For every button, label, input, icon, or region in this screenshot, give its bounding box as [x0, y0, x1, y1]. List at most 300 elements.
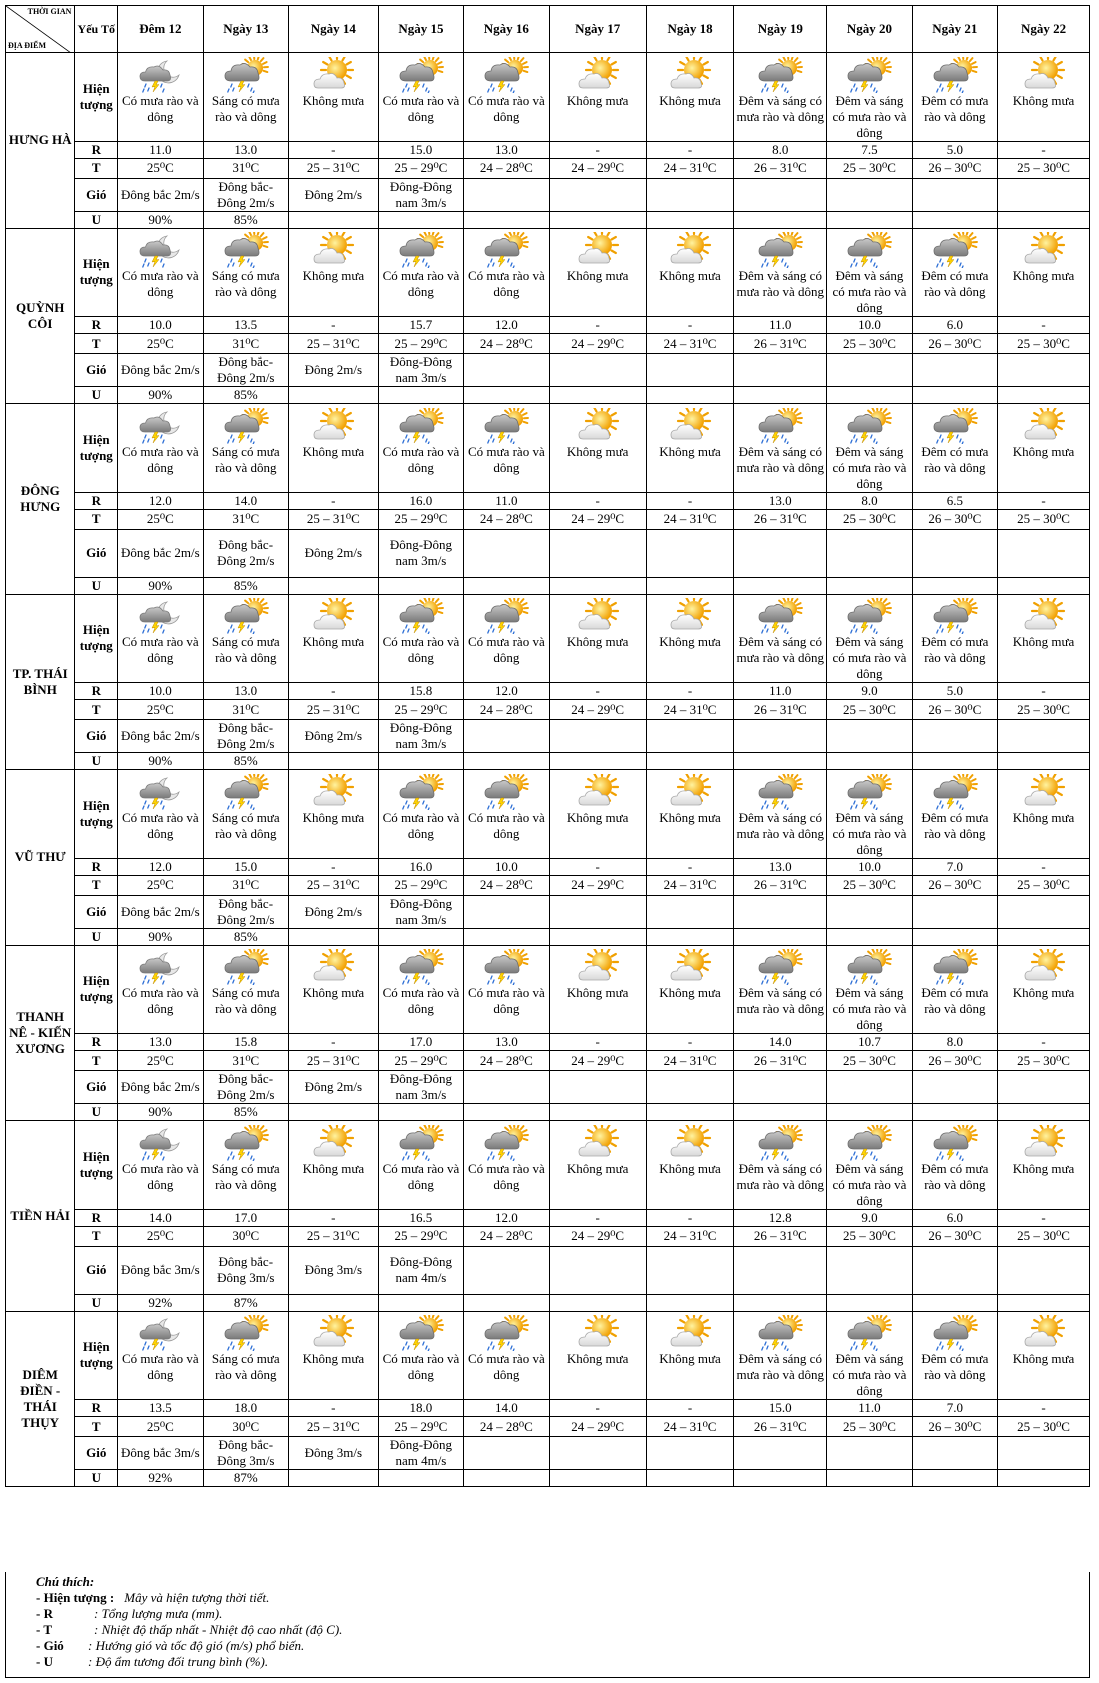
temp-value: 24 – 28⁰C: [479, 1418, 533, 1434]
temp-value: 25 – 31⁰C: [306, 335, 360, 351]
humidity-value: 90%: [148, 387, 173, 402]
temp-cell: [464, 700, 549, 720]
weather-icon-cell: [998, 404, 1090, 444]
phenomena-cell: [912, 810, 997, 859]
wind-value: Đông bắc 3m/s: [120, 1262, 200, 1277]
night-thunderstorm-icon: [118, 57, 202, 93]
humidity-cell: [549, 1294, 646, 1311]
icon-row: [6, 945, 1090, 985]
thunderstorm-icon: [464, 1315, 548, 1351]
temp-cell: [289, 158, 379, 178]
thunderstorm-icon: [464, 57, 548, 93]
element-label-phenomena: Hiện tượng: [75, 594, 118, 683]
phenomena-cell: [734, 93, 827, 142]
location-name: TP. THÁI BÌNH: [6, 594, 75, 770]
wind-value: Đông-Đông nam 4m/s: [389, 1437, 452, 1468]
phenomena-cell: [827, 444, 912, 493]
humidity-cell: [998, 577, 1090, 594]
day-header: Ngày 20: [827, 6, 912, 53]
thunderstorm-icon: [913, 1125, 997, 1161]
rain-cell: [912, 1034, 997, 1051]
partly-sunny-icon: [647, 598, 734, 634]
rain-value: 14.0: [768, 1034, 792, 1049]
temp-value: 24 – 31⁰C: [663, 701, 717, 717]
wind-cell: [549, 354, 646, 387]
humidity-cell: [464, 753, 549, 770]
rain-cell: [464, 317, 549, 334]
wind-cell: [549, 1246, 646, 1294]
humidity-cell: [203, 577, 288, 594]
phenomena-text: Không mưa: [566, 268, 629, 283]
partly-sunny-icon: [998, 232, 1089, 268]
partly-sunny-icon: [647, 1125, 734, 1161]
humidity-cell: [734, 1104, 827, 1121]
rain-cell: [289, 492, 379, 509]
temp-value: 24 – 28⁰C: [479, 1228, 533, 1243]
weather-icon-cell: [912, 1311, 997, 1351]
phenomena-cell: [289, 985, 379, 1034]
rain-value: 13.0: [494, 141, 518, 157]
temp-cell: [549, 875, 646, 895]
rain-value: -: [595, 492, 600, 508]
day-header: Ngày 18: [646, 6, 734, 53]
night-thunderstorm-icon: [118, 949, 202, 985]
humidity-cell: [734, 928, 827, 945]
thunderstorm-icon: [464, 1125, 548, 1161]
temp-cell: [912, 334, 997, 354]
rain-row: [6, 492, 1090, 509]
partly-sunny-icon: [550, 949, 646, 985]
weather-icon-cell: [289, 1121, 379, 1161]
header-row: [6, 6, 1090, 53]
wind-cell: [646, 529, 734, 577]
temp-cell: [734, 334, 827, 354]
weather-icon-cell: [549, 1311, 646, 1351]
wind-cell: [118, 1246, 203, 1294]
temp-value: 24 – 31⁰C: [663, 335, 717, 351]
temp-cell: [549, 158, 646, 178]
phenomena-cell: [549, 444, 646, 493]
humidity-cell: [378, 211, 463, 228]
phenomena-cell: [998, 1351, 1090, 1400]
phenomena-cell: [118, 810, 203, 859]
partly-sunny-icon: [550, 1125, 646, 1161]
phenomena-cell: [378, 444, 463, 493]
phenomena-text: Có mưa rào và dông: [468, 92, 545, 124]
phenomena-text: Không mưa: [302, 268, 365, 283]
legend-item-humidity: - U : Độ ẩm tương đối trung bình (%).: [36, 1654, 269, 1669]
humidity-cell: [378, 1470, 463, 1487]
location-name: DIÊM ĐIỀN - THÁI THỤY: [6, 1311, 75, 1487]
temp-cell: [646, 509, 734, 529]
wind-cell: [118, 1437, 203, 1470]
phenomena-text: Đêm và sáng có mưa rào và dông: [832, 634, 907, 681]
weather-icon-cell: [912, 228, 997, 268]
wind-cell: [998, 1437, 1090, 1470]
phenomena-text: Có mưa rào và dông: [121, 92, 199, 124]
rain-cell: [998, 1209, 1090, 1226]
rain-cell: [378, 1209, 463, 1226]
temp-row: [6, 1051, 1090, 1071]
rain-cell: [378, 317, 463, 334]
rain-cell: [734, 492, 827, 509]
humidity-cell: [827, 1104, 912, 1121]
rain-value: 6.0: [946, 1209, 963, 1225]
humidity-cell: [549, 1470, 646, 1487]
humidity-cell: [912, 1294, 997, 1311]
phenomena-cell: [378, 634, 463, 683]
phenomena-text: Có mưa rào và dông: [382, 809, 460, 841]
rain-cell: [549, 1400, 646, 1417]
phenomena-text: Có mưa rào và dông: [468, 443, 545, 475]
phenomena-cell: [998, 1161, 1090, 1210]
phenomena-cell: [549, 985, 646, 1034]
temp-value: 25 – 31⁰C: [306, 1052, 360, 1068]
phenomena-cell: [998, 444, 1090, 493]
temp-value: 25 – 29⁰C: [394, 1052, 448, 1068]
element-label-humidity: U: [75, 211, 118, 228]
temp-value: 25 – 31⁰C: [306, 877, 360, 892]
rain-row: [6, 1209, 1090, 1226]
element-label-rain: R: [75, 1209, 118, 1226]
phenomena-cell: [203, 634, 288, 683]
temp-value: 25 – 29⁰C: [394, 511, 448, 526]
humidity-cell: [118, 387, 203, 404]
wind-cell: [464, 529, 549, 577]
rain-cell: [464, 492, 549, 509]
rain-value: 15.7: [409, 317, 433, 332]
weather-icon-cell: [203, 594, 288, 634]
wind-cell: [118, 720, 203, 753]
rain-cell: [378, 1400, 463, 1417]
wind-cell: [912, 1246, 997, 1294]
legend-item-rain: - R : Tổng lượng mưa (mm).: [36, 1606, 223, 1621]
phenomena-cell: [998, 634, 1090, 683]
weather-icon-cell: [118, 1121, 203, 1161]
legend: [5, 1572, 1090, 1678]
rain-value: -: [687, 317, 693, 332]
temp-value: 25 – 30⁰C: [1017, 511, 1070, 526]
thunderstorm-icon: [827, 408, 911, 444]
thunderstorm-icon: [204, 408, 288, 444]
wind-value: Đông 3m/s: [304, 1262, 363, 1277]
humidity-cell: [827, 928, 912, 945]
temp-value: 25 – 30⁰C: [1017, 1418, 1070, 1434]
phenomena-text: Không mưa: [1012, 809, 1075, 825]
phenomena-text: Không mưa: [659, 809, 721, 825]
thunderstorm-icon: [464, 949, 548, 985]
rain-value: 12.0: [494, 317, 518, 332]
phenomena-row: [6, 1161, 1090, 1210]
humidity-value: 87%: [233, 1294, 258, 1310]
phenomena-text: Có mưa rào và dông: [121, 443, 199, 475]
day-header: Đêm 12: [118, 6, 203, 53]
rain-cell: [734, 1209, 827, 1226]
wind-cell: [464, 178, 549, 211]
temp-value: 25 – 30⁰C: [1017, 877, 1070, 892]
wind-cell: [203, 178, 288, 211]
humidity-cell: [118, 577, 203, 594]
temp-cell: [912, 875, 997, 895]
weather-icon-cell: [289, 53, 379, 93]
temp-cell: [549, 1226, 646, 1246]
humidity-value: 90%: [148, 753, 173, 768]
element-label-humidity: U: [75, 1104, 118, 1121]
temp-value: 26 – 30⁰C: [928, 701, 982, 717]
humidity-cell: [118, 1104, 203, 1121]
temp-cell: [203, 509, 288, 529]
temp-cell: [203, 875, 288, 895]
temp-value: 26 – 31⁰C: [753, 701, 807, 717]
wind-cell: [998, 1246, 1090, 1294]
phenomena-text: Đêm và sáng có mưa rào và dông: [832, 1351, 907, 1398]
wind-cell: [646, 178, 734, 211]
temp-cell: [734, 158, 827, 178]
wind-cell: [378, 529, 463, 577]
thunderstorm-icon: [827, 598, 911, 634]
element-label-wind: Gió: [75, 1246, 118, 1294]
temp-cell: [998, 700, 1090, 720]
weather-icon-cell: [827, 770, 912, 810]
rain-cell: [912, 683, 997, 700]
thunderstorm-icon: [204, 598, 288, 634]
element-label-rain: R: [75, 141, 118, 158]
humidity-row: [6, 753, 1090, 770]
temp-cell: [827, 158, 912, 178]
humidity-cell: [203, 1104, 288, 1121]
temp-cell: [118, 1226, 203, 1246]
rain-value: 12.0: [494, 1209, 518, 1225]
temp-cell: [203, 1051, 288, 1071]
rain-cell: [827, 858, 912, 875]
rain-value: 13.0: [148, 1034, 172, 1049]
phenomena-cell: [646, 1161, 734, 1210]
temp-cell: [464, 1417, 549, 1437]
phenomena-cell: [912, 634, 997, 683]
forecast-document: [5, 5, 1090, 1487]
phenomena-text: Đêm và sáng có mưa rào và dông: [736, 985, 825, 1016]
phenomena-row: [6, 268, 1090, 317]
temp-value: 26 – 31⁰C: [753, 1052, 807, 1068]
rain-cell: [912, 492, 997, 509]
wind-cell: [118, 178, 203, 211]
phenomena-text: Không mưa: [302, 443, 365, 459]
element-label-humidity: U: [75, 577, 118, 594]
wind-cell: [646, 1437, 734, 1470]
humidity-cell: [549, 387, 646, 404]
rain-cell: [646, 858, 734, 875]
phenomena-text: Có mưa rào và dông: [468, 1160, 545, 1192]
day-header: Ngày 15: [378, 6, 463, 53]
temp-cell: [827, 509, 912, 529]
rain-value: 10.7: [858, 1034, 881, 1049]
partly-sunny-icon: [289, 1315, 378, 1351]
phenomena-text: Không mưa: [1012, 92, 1075, 108]
weather-icon-cell: [734, 945, 827, 985]
temp-cell: [289, 334, 379, 354]
wind-value: Đông bắc 2m/s: [120, 1079, 200, 1094]
phenomena-text: Không mưa: [1012, 268, 1075, 283]
temp-value: 31⁰C: [232, 1052, 260, 1068]
humidity-value: 90%: [148, 928, 173, 944]
phenomena-text: Đêm và sáng có mưa rào và dông: [736, 443, 825, 475]
weather-icon-cell: [378, 53, 463, 93]
phenomena-text: Có mưa rào và dông: [382, 634, 460, 665]
rain-value: -: [331, 141, 336, 157]
weather-icon-cell: [827, 53, 912, 93]
phenomena-row: [6, 444, 1090, 493]
temp-value: 26 – 30⁰C: [928, 1418, 982, 1434]
humidity-value: 90%: [148, 577, 173, 593]
wind-cell: [118, 354, 203, 387]
rain-cell: [912, 1400, 997, 1417]
wind-row: [6, 1071, 1090, 1104]
phenomena-text: Không mưa: [302, 985, 365, 1000]
element-label-temp: T: [75, 1417, 118, 1437]
rain-cell: [646, 317, 734, 334]
phenomena-text: Đêm có mưa rào và dông: [921, 443, 989, 475]
temp-value: 26 – 31⁰C: [753, 511, 807, 526]
wind-value: Đông-Đông nam 3m/s: [389, 895, 452, 927]
phenomena-text: Đêm và sáng có mưa rào và dông: [736, 809, 825, 841]
humidity-cell: [549, 928, 646, 945]
rain-value: 6.5: [946, 492, 963, 508]
thunderstorm-icon: [913, 232, 997, 268]
element-label-phenomena: Hiện tượng: [75, 404, 118, 493]
weather-icon-cell: [118, 770, 203, 810]
wind-value: Đông bắc-Đông 2m/s: [217, 1071, 275, 1102]
temp-row: [6, 700, 1090, 720]
night-thunderstorm-icon: [118, 1315, 202, 1351]
humidity-cell: [289, 1470, 379, 1487]
rain-value: -: [687, 683, 693, 698]
phenomena-cell: [549, 93, 646, 142]
wind-cell: [464, 1437, 549, 1470]
humidity-cell: [912, 753, 997, 770]
rain-cell: [549, 492, 646, 509]
phenomena-text: Có mưa rào và dông: [121, 809, 199, 841]
humidity-cell: [646, 1294, 734, 1311]
humidity-row: [6, 211, 1090, 228]
weather-icon-cell: [734, 228, 827, 268]
weather-icon-cell: [289, 1311, 379, 1351]
temp-cell: [118, 700, 203, 720]
temp-value: 26 – 30⁰C: [928, 877, 982, 892]
weather-icon-cell: [378, 404, 463, 444]
rain-cell: [203, 317, 288, 334]
rain-value: 15.0: [409, 141, 433, 157]
phenomena-text: Đêm và sáng có mưa rào và dông: [832, 985, 907, 1032]
rain-value: 8.0: [861, 492, 878, 508]
phenomena-cell: [464, 1351, 549, 1400]
phenomena-text: Có mưa rào và dông: [468, 1351, 545, 1382]
rain-value: 9.0: [861, 683, 878, 698]
thunderstorm-icon: [827, 949, 911, 985]
humidity-cell: [646, 387, 734, 404]
wind-value: Đông bắc-Đông 3m/s: [217, 1437, 275, 1468]
element-label-phenomena: Hiện tượng: [75, 1311, 118, 1400]
wind-cell: [464, 1071, 549, 1104]
wind-value: Đông-Đông nam 3m/s: [389, 537, 452, 568]
thunderstorm-icon: [204, 1315, 288, 1351]
wind-cell: [998, 178, 1090, 211]
rain-cell: [378, 858, 463, 875]
wind-cell: [998, 720, 1090, 753]
temp-cell: [827, 1051, 912, 1071]
temp-value: 24 – 31⁰C: [663, 160, 717, 175]
temp-value: 25 – 30⁰C: [842, 1228, 896, 1243]
rain-value: -: [1041, 317, 1046, 332]
partly-sunny-icon: [647, 408, 734, 444]
wind-cell: [464, 895, 549, 928]
thunderstorm-icon: [204, 57, 288, 93]
phenomena-cell: [289, 1351, 379, 1400]
rain-value: -: [1041, 1400, 1046, 1415]
phenomena-cell: [378, 985, 463, 1034]
phenomena-cell: [734, 268, 827, 317]
humidity-cell: [734, 577, 827, 594]
thunderstorm-icon: [827, 57, 911, 93]
temp-value: 26 – 30⁰C: [928, 511, 982, 526]
thunderstorm-icon: [913, 1315, 997, 1351]
element-label-rain: R: [75, 1400, 118, 1417]
phenomena-cell: [734, 1351, 827, 1400]
phenomena-cell: [289, 444, 379, 493]
rain-value: 18.0: [409, 1400, 433, 1415]
thunderstorm-icon: [827, 232, 911, 268]
weather-icon-cell: [289, 228, 379, 268]
element-label-phenomena: Hiện tượng: [75, 770, 118, 859]
weather-icon-cell: [289, 404, 379, 444]
wind-cell: [378, 1437, 463, 1470]
humidity-cell: [827, 387, 912, 404]
wind-cell: [912, 1071, 997, 1104]
humidity-value: 90%: [148, 1104, 173, 1119]
phenomena-text: Không mưa: [566, 92, 629, 108]
element-label-rain: R: [75, 858, 118, 875]
phenomena-text: Không mưa: [659, 268, 721, 283]
humidity-cell: [464, 928, 549, 945]
temp-cell: [646, 1417, 734, 1437]
phenomena-cell: [998, 93, 1090, 142]
temp-cell: [378, 1051, 463, 1071]
humidity-cell: [912, 577, 997, 594]
phenomena-text: Có mưa rào và dông: [468, 985, 545, 1016]
phenomena-text: Không mưa: [302, 1351, 365, 1366]
thunderstorm-icon: [734, 57, 826, 93]
temp-cell: [378, 700, 463, 720]
rain-cell: [827, 683, 912, 700]
rain-cell: [118, 1034, 203, 1051]
temp-cell: [827, 875, 912, 895]
rain-value: 10.0: [858, 858, 881, 874]
phenomena-text: Đêm và sáng có mưa rào và dông: [832, 92, 907, 140]
temp-cell: [549, 509, 646, 529]
weather-icon-cell: [734, 594, 827, 634]
phenomena-text: Đêm và sáng có mưa rào và dông: [832, 1160, 907, 1208]
temp-value: 25⁰C: [146, 701, 174, 717]
weather-icon-cell: [827, 594, 912, 634]
temp-cell: [549, 1417, 646, 1437]
element-label-wind: Gió: [75, 895, 118, 928]
phenomena-cell: [203, 444, 288, 493]
wind-value: Đông bắc 2m/s: [120, 186, 200, 202]
temp-cell: [289, 700, 379, 720]
rain-value: 17.0: [409, 1034, 433, 1049]
night-thunderstorm-icon: [118, 408, 202, 444]
rain-value: 17.0: [234, 1209, 258, 1225]
temp-cell: [118, 334, 203, 354]
